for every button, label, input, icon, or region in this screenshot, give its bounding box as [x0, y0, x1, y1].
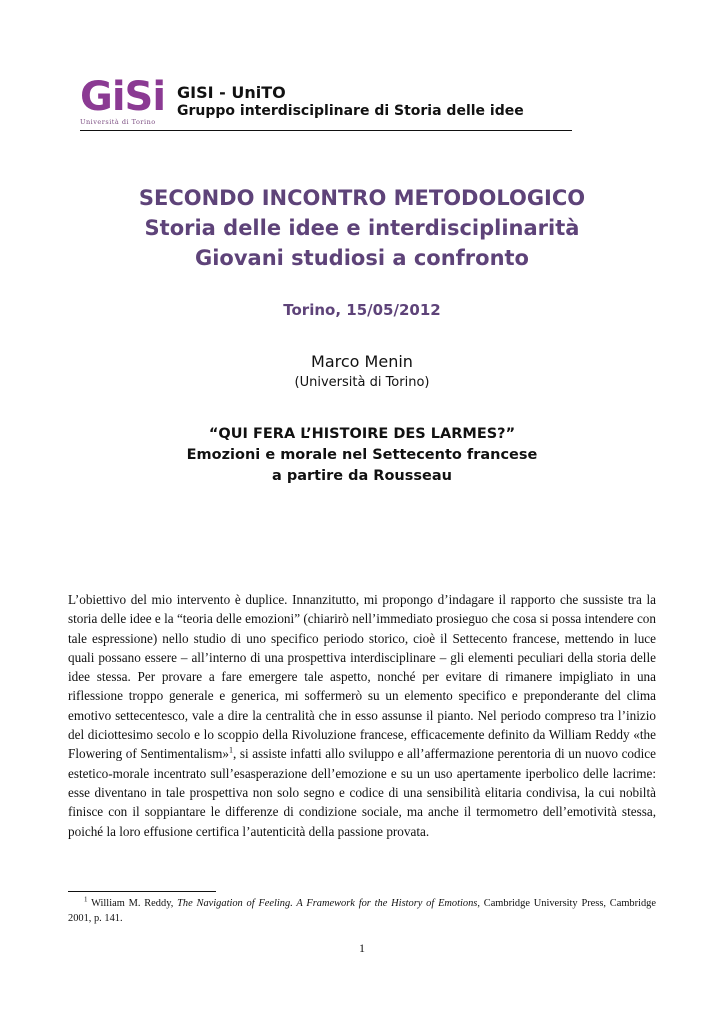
page-number: 1 [359, 941, 365, 955]
event-title-line2: Storia delle idee e interdisciplinarità [144, 216, 580, 240]
footnote-divider [68, 891, 216, 892]
footnote-author: William M. Reddy, [91, 898, 174, 909]
body-paragraph [68, 590, 656, 841]
footnote-publication: , Cambridge University Press, Cambridge 2001, p. 141. [68, 898, 656, 924]
paragraph-text-part2: , si assiste infatti allo sviluppo e all’affermazione perentoria di un nuovo codice estetico-morale incentrato sull’esasperazione dell’emozione e su un uso apertamente iperbolico delle lacrime: esse diventano in tale prospettiva non solo segno e codice di una sensibilità elitaria condivisa, la cui nobiltà finisce con il soppiantare le differenze di condizione sociale, ma anche il termometro dell’emotività stessa, poiché la loro effusione certifica l’autenticità della passione provata. [68, 746, 656, 839]
logo-subtext: Università di Torino [80, 118, 156, 126]
header-title: GISI - UniTO [177, 83, 286, 102]
footnote-reference[interactable]: 1 [228, 745, 233, 755]
gisi-logo [80, 74, 172, 126]
event-title-line1: SECONDO INCONTRO METODOLOGICO [138, 186, 586, 210]
talk-subtitle-line2: a partire da Rousseau [272, 468, 452, 484]
event-date: Torino, 15/05/2012 [283, 301, 441, 319]
page-header [80, 74, 572, 132]
header-subtitle: Gruppo interdisciplinare di Storia delle idee [177, 103, 524, 119]
talk-subtitle-line1: Emozioni e morale nel Settecento francese [186, 447, 538, 463]
talk-title: “QUI FERA L’HISTOIRE DES LARMES?” [208, 426, 516, 442]
header-divider [80, 130, 572, 131]
speaker-affiliation: (Università di Torino) [294, 375, 430, 390]
event-title-line3: Giovani studiosi a confronto [195, 246, 529, 270]
paragraph-text-part1: L’obiettivo del mio intervento è duplice. Innanzitutto, mi propongo d’indagare il rapporto che sussiste tra la storia delle idee e la “teoria delle emozioni” (chiarirò nell’immediato prosieguo che cosa si possa intendere con tale espressione) nello studio di uno specifico periodo storico, cioè il Settecento francese, mettendo in luce quali possano essere – all’interno di una prospettiva interdisciplinare – gli elementi peculiari della storia delle idee stessa. Per provare a fare emergere tale aspetto, nonché per evitare di rimanere impigliato in una riflessione troppo generale e generica, mi soffermerò su un elemento specifico e preponderante del clima emotivo settecentesco, vale a dire la centralità che in esso assunse il pianto. Nel periodo compreso tra l’inizio del diciottesimo secolo e lo scoppio della Rivoluzione francese, efficacemente definito da William Reddy «the Flowering of Sentimentalism» [68, 592, 656, 762]
talk-title-block [0, 424, 724, 487]
footnote-book-title: The Navigation of Feeling. A Framework for the History of Emotions [177, 898, 478, 909]
footnote-number: 1 [84, 895, 88, 904]
logo-mark: GiSi [80, 74, 166, 120]
footnote [68, 896, 656, 926]
event-heading [0, 183, 724, 273]
speaker-name: Marco Menin [311, 352, 413, 371]
